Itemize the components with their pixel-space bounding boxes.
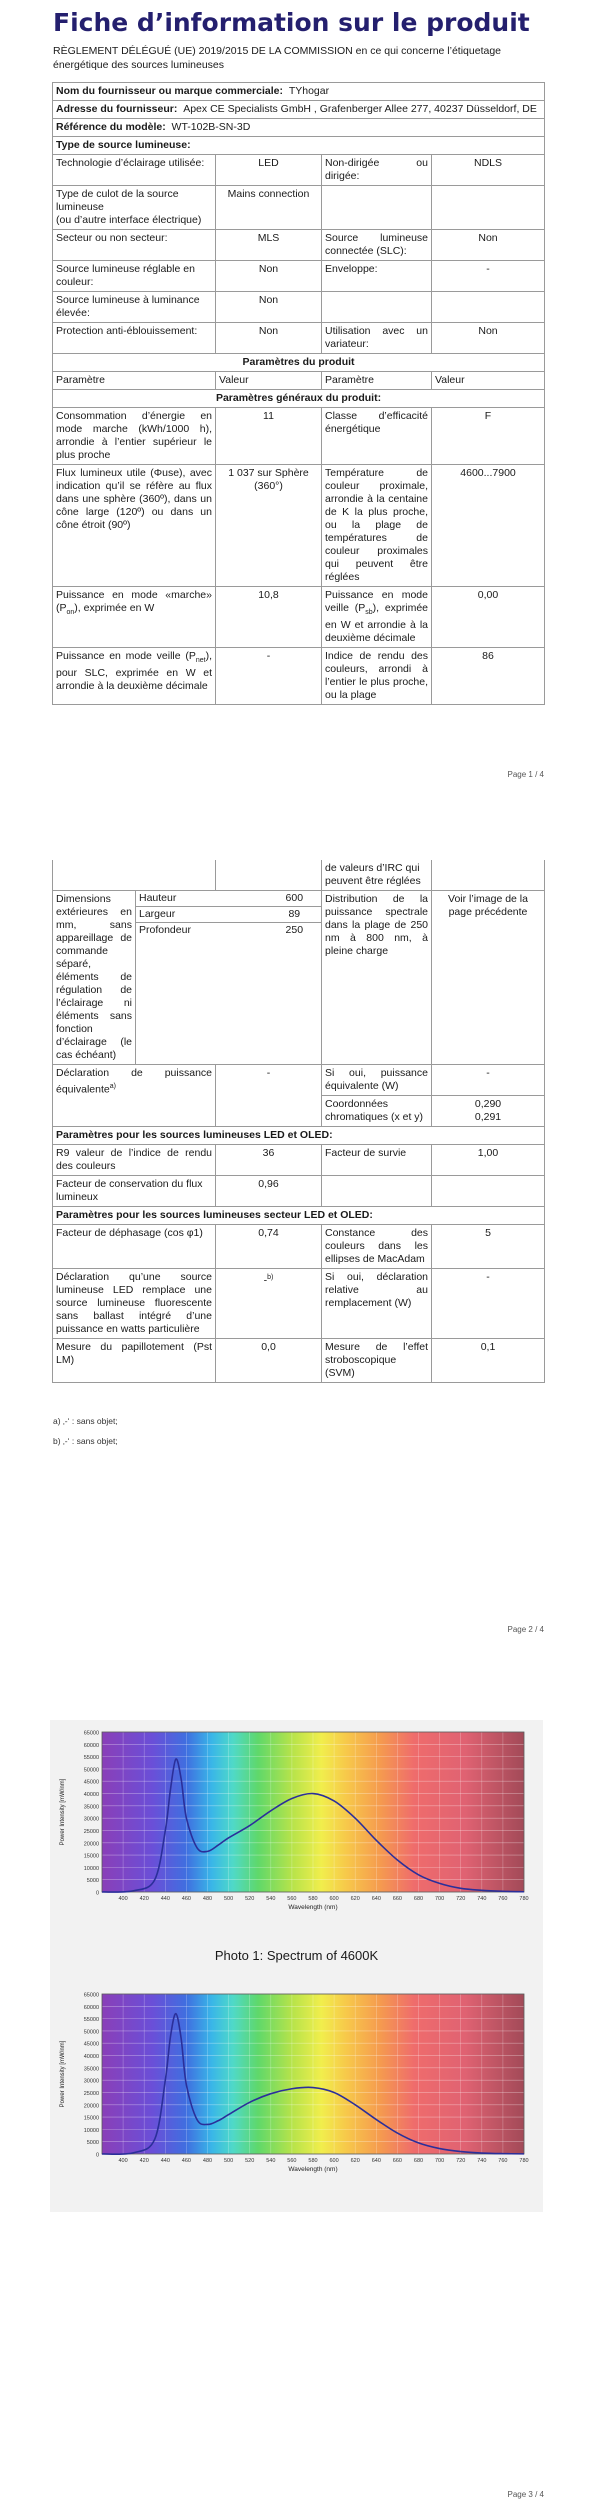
row-label: Si oui, puissance équivalente (W)	[322, 1065, 432, 1096]
footnote-a: a) ‚-‘ : sans objet;	[53, 1416, 118, 1426]
x-tick-label: 680	[413, 1896, 424, 1902]
row-label: Puissance en mode «marche» $(P_{on})$, exprimée en W	[53, 587, 216, 648]
table-row	[53, 186, 545, 230]
y-tick-label: 50000	[83, 1767, 99, 1774]
x-tick-label: 600	[329, 1896, 339, 1902]
row-value: -	[216, 1065, 322, 1127]
row-value	[432, 292, 545, 323]
general-header: Paramètres généraux du produit:	[53, 390, 545, 408]
row-value: Non	[432, 230, 545, 261]
x-tick-label: 740	[477, 2158, 487, 2164]
row-label: Constance des couleurs dans les ellipses de MacAdam	[322, 1225, 432, 1269]
page-3	[0, 1710, 592, 2510]
row-value: Non	[216, 323, 322, 354]
y-tick-label: 10000	[83, 2127, 99, 2134]
page-2	[0, 860, 592, 1660]
y-axis-label: Power Intensity [mW/nm]	[60, 2040, 66, 2108]
table-row	[53, 1225, 545, 1269]
x-tick-label: 780	[519, 2158, 529, 2164]
x-tick-label: 560	[287, 1896, 297, 1902]
column-header-value: Valeur	[432, 372, 545, 390]
footnote-b: b) ‚-‘ : sans objet;	[53, 1436, 118, 1446]
x-tick-label: 760	[498, 2158, 508, 2164]
led-header: Paramètres pour les sources lumineuses LED et OLED:	[53, 1127, 545, 1145]
row-value: F	[432, 408, 545, 465]
page-number: Page 1 / 4	[507, 770, 544, 779]
column-header-value: Valeur	[216, 372, 322, 390]
row-label: Source lumineuse à luminance élevée:	[53, 292, 216, 323]
row-label: Facteur de conservation du flux lumineux	[53, 1176, 216, 1207]
y-tick-label: 50000	[83, 2029, 99, 2036]
row-value: 11	[216, 408, 322, 465]
x-tick-label: 580	[308, 2158, 318, 2164]
params-header: Paramètres du produit	[53, 354, 545, 372]
mains-header: Paramètres pour les sources lumineuses secteur LED et OLED:	[53, 1207, 545, 1225]
dim-key: Largeur	[136, 907, 268, 923]
row-label: Si oui, déclaration relative au remplacement (W)	[322, 1269, 432, 1339]
table-row	[53, 648, 545, 705]
table-row	[53, 1176, 545, 1207]
y-tick-label: 15000	[83, 1853, 99, 1860]
row-label: Secteur ou non secteur:	[53, 230, 216, 261]
row-value: Non	[432, 323, 545, 354]
table-row	[136, 891, 321, 907]
y-tick-label: 60000	[83, 1742, 99, 1749]
row-value: 1 037 sur Sphère (360°)	[216, 465, 322, 587]
y-tick-label: 65000	[83, 1730, 99, 1737]
page-title: Fiche d’information sur le produit	[53, 8, 530, 37]
row-label: Déclaration qu’une source lumineuse LED remplace une source lumineuse fluorescente sans ballast intégré d’une puissance en watts particulière	[53, 1269, 216, 1339]
row-label	[322, 186, 432, 230]
y-tick-label: 65000	[83, 1992, 99, 1999]
row-value: Non	[216, 292, 322, 323]
row-value: 0,1	[432, 1339, 545, 1383]
x-tick-label: 740	[477, 1896, 487, 1902]
row-label: Enveloppe:	[322, 261, 432, 292]
regulation-text: RÈGLEMENT DÉLÉGUÉ (UE) 2019/2015 DE LA COMMISSION en ce qui concerne l’étiquetage énergétique des sources lumineuses	[53, 45, 502, 71]
row-label: Déclaration de puissance équivalente$^{a)}$	[53, 1065, 216, 1127]
x-axis-label: Wavelength (nm)	[288, 1904, 338, 1911]
row-label: Classe d’efficacité énergétique	[322, 408, 432, 465]
x-tick-label: 440	[160, 2158, 170, 2164]
address-label: Adresse du fournisseur:	[56, 103, 178, 115]
row-value: Non	[216, 261, 322, 292]
x-axis-label: Wavelength (nm)	[288, 2166, 338, 2173]
dimensions-label: Dimensions extérieures en mm, sans appareillage de commande séparé, éléments de régulation de l’éclairage ni éléments sans fonction d’éclairage (le cas échéant)	[53, 891, 136, 1064]
page-1	[0, 0, 592, 790]
page-number: Page 3 / 4	[507, 2490, 544, 2499]
x-tick-label: 480	[202, 1896, 213, 1902]
dimensions-table	[136, 891, 321, 938]
table-row	[136, 923, 321, 939]
y-tick-label: 35000	[83, 2066, 99, 2073]
row-value: MLS	[216, 230, 322, 261]
y-tick-label: 0	[95, 2152, 99, 2159]
x-tick-label: 420	[139, 2158, 149, 2164]
y-tick-label: 55000	[83, 2017, 99, 2024]
x-tick-label: 520	[245, 1896, 255, 1902]
row-value: 5	[432, 1225, 545, 1269]
dim-key: Profondeur	[139, 924, 191, 936]
x-tick-label: 700	[435, 2158, 445, 2164]
row-label: Facteur de déphasage (cos φ1)	[53, 1225, 216, 1269]
supplier-label: Nom du fournisseur ou marque commerciale:	[56, 85, 283, 97]
model-value: WT-102B-SN-3D	[171, 121, 251, 133]
x-tick-label: 720	[456, 2158, 466, 2164]
row-label: Protection anti-éblouissement:	[53, 323, 216, 354]
row-label: Puissance en mode veille $(P_{net})$, pour SLC, exprimée en W et arrondie à la deuxième décimale	[53, 648, 216, 705]
model-label: Référence du modèle:	[56, 121, 166, 133]
x-tick-label: 540	[266, 1896, 276, 1902]
y-tick-label: 10000	[83, 1865, 99, 1872]
dim-value: 600	[268, 891, 321, 907]
x-tick-label: 560	[287, 2158, 297, 2164]
x-tick-label: 500	[224, 2158, 234, 2164]
x-tick-label: 400	[118, 1896, 128, 1902]
row-label: Technologie d’éclairage utilisée:	[53, 155, 216, 186]
type-header: Type de source lumineuse:	[53, 137, 545, 155]
table-row	[136, 907, 321, 923]
row-label: Puissance en mode veille $(P_{sb})$, exprimée en W et arrondie à la deuxième décimale	[322, 587, 432, 648]
y-tick-label: 60000	[83, 2004, 99, 2011]
y-tick-label: 25000	[83, 2090, 99, 2097]
x-tick-label: 580	[308, 1896, 318, 1902]
dim-value: 250	[285, 924, 304, 936]
table-row	[53, 155, 545, 186]
x-tick-label: 480	[202, 2158, 213, 2164]
spectrum-chart-1	[50, 1720, 543, 1920]
row-value: 0,74	[216, 1225, 322, 1269]
column-header-parameter: Paramètre	[322, 372, 432, 390]
row-label: Source lumineuse connectée (SLC):	[322, 230, 432, 261]
row-value: 10,8	[216, 587, 322, 648]
row-label: Distribution de la puissance spectrale dans la plage de 250 nm à 800 nm, à pleine charge	[322, 891, 432, 1065]
row-value	[432, 186, 545, 230]
x-tick-label: 660	[392, 1896, 402, 1902]
x-tick-label: 640	[371, 2158, 381, 2164]
row-label: R9 valeur de l’indice de rendu des couleurs	[53, 1145, 216, 1176]
row-value: 86	[432, 648, 545, 705]
row-label: Facteur de survie	[322, 1145, 432, 1176]
y-tick-label: 5000	[86, 1878, 99, 1885]
dim-key: Hauteur	[136, 891, 268, 907]
row-label: Mesure du papillotement (Pst LM)	[53, 1339, 216, 1383]
table-row	[53, 230, 545, 261]
x-tick-label: 400	[118, 2158, 128, 2164]
x-tick-label: 540	[266, 2158, 276, 2164]
supplier-value: TYhogar	[288, 85, 330, 97]
row-value: Mains connection	[216, 186, 322, 230]
x-tick-label: 600	[329, 2158, 339, 2164]
column-header-parameter: Paramètre	[53, 372, 216, 390]
row-label: Coordonnées chromatiques (x et y)	[322, 1096, 432, 1127]
table-row	[53, 587, 545, 648]
row-label: Mesure de l’effet stroboscopique (SVM)	[322, 1339, 432, 1383]
spectrum-image	[50, 1720, 543, 2212]
y-tick-label: 45000	[83, 1779, 99, 1786]
table-row	[53, 261, 545, 292]
x-tick-label: 720	[456, 1896, 466, 1902]
row-value: 0,0	[216, 1339, 322, 1383]
x-tick-label: 620	[350, 1896, 360, 1902]
row-label: Type de culot de la source lumineuse (ou d’autre interface électrique)	[53, 186, 216, 230]
row-label: Utilisation avec un variateur:	[322, 323, 432, 354]
row-label	[322, 292, 432, 323]
y-tick-label: 5000	[86, 2140, 99, 2147]
table-row	[53, 292, 545, 323]
row-value: Voir l’image de la page précédente	[432, 891, 545, 1065]
spectrum-chart-2	[50, 1982, 543, 2182]
x-tick-label: 440	[160, 1896, 170, 1902]
row-label: Non-dirigée ou dirigée:	[322, 155, 432, 186]
row-value	[432, 1176, 545, 1207]
x-tick-label: 760	[498, 1896, 508, 1902]
table-row	[53, 1269, 545, 1339]
product-info-table	[52, 82, 545, 705]
row-label: Indice de rendu des couleurs, arrondi à l’entier le plus proche, ou la plage	[322, 648, 432, 705]
y-tick-label: 20000	[83, 2103, 99, 2110]
row-value: LED	[216, 155, 322, 186]
x-tick-label: 460	[181, 1896, 191, 1902]
row-value: 0,96	[216, 1176, 322, 1207]
row-value: NDLS	[432, 155, 545, 186]
row-value: 0,00	[432, 587, 545, 648]
x-tick-label: 640	[371, 1896, 381, 1902]
table-row	[53, 465, 545, 587]
y-tick-label: 55000	[83, 1755, 99, 1762]
x-tick-label: 460	[181, 2158, 191, 2164]
row-value: 0,290 0,291	[432, 1096, 545, 1127]
row-label	[322, 1176, 432, 1207]
table-row	[53, 1339, 545, 1383]
row-value: 36	[216, 1145, 322, 1176]
y-tick-label: 30000	[83, 2078, 99, 2085]
address-value: Apex CE Specialists GmbH , Grafenberger Allee 277, 40237 Düsseldorf, DE	[183, 103, 537, 115]
y-tick-label: 35000	[83, 1804, 99, 1811]
table-row	[53, 1065, 545, 1096]
x-tick-label: 500	[224, 1896, 234, 1902]
row-label: Source lumineuse réglable en couleur:	[53, 261, 216, 292]
table-row	[53, 1145, 545, 1176]
y-axis-label: Power Intensity [mW/nm]	[60, 1778, 66, 1846]
x-tick-label: 520	[245, 2158, 255, 2164]
page-number: Page 2 / 4	[507, 1625, 544, 1634]
y-tick-label: 20000	[83, 1841, 99, 1848]
table-row	[53, 891, 545, 1065]
x-tick-label: 420	[139, 1896, 149, 1902]
row-label: Consommation d’énergie en mode marche (kWh/1000 h), arrondie à l’entier supérieur le plus proche	[53, 408, 216, 465]
y-tick-label: 15000	[83, 2115, 99, 2122]
row-value: -	[432, 1065, 545, 1096]
row-label: de valeurs d’IRC qui peuvent être réglées	[322, 860, 432, 891]
y-tick-label: 0	[95, 1890, 99, 1897]
y-tick-label: 25000	[83, 1828, 99, 1835]
y-tick-label: 45000	[83, 2041, 99, 2048]
x-tick-label: 680	[413, 2158, 424, 2164]
row-value: 4600...7900	[432, 465, 545, 587]
row-value: 1,00	[432, 1145, 545, 1176]
table-row	[53, 860, 545, 891]
y-tick-label: 40000	[83, 1792, 99, 1799]
x-tick-label: 780	[519, 1896, 529, 1902]
x-tick-label: 620	[350, 2158, 360, 2164]
row-value: -$^{b)}$	[216, 1269, 322, 1339]
product-info-table-continued	[52, 860, 545, 1383]
row-label: Flux lumineux utile (Φuse), avec indication qu’il se réfère au flux dans une sphère (360º), dans un cône large (120º) ou dans un cône étroit (90º)	[53, 465, 216, 587]
table-row	[53, 323, 545, 354]
x-tick-label: 700	[435, 1896, 445, 1902]
row-value: -	[432, 1269, 545, 1339]
y-tick-label: 30000	[83, 1816, 99, 1823]
chart-caption: Photo 1: Spectrum of 4600K	[214, 1948, 379, 1963]
y-tick-label: 40000	[83, 2054, 99, 2061]
table-row	[53, 408, 545, 465]
row-value: -	[432, 261, 545, 292]
row-value: -	[216, 648, 322, 705]
dim-value: 89	[268, 907, 321, 923]
row-label: Température de couleur proximale, arrondie à la centaine de K la plus proche, ou la plage de températures de couleur proximales qui peuvent être réglées	[322, 465, 432, 587]
x-tick-label: 660	[392, 2158, 402, 2164]
